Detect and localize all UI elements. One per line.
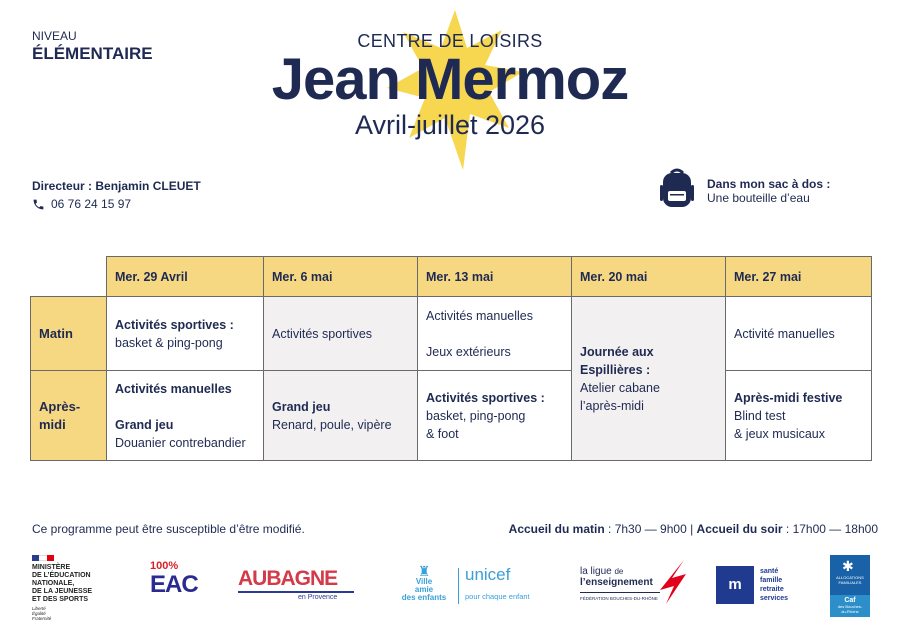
ligue-flag-icon [656, 560, 686, 604]
cell-title: Grand jeu [272, 399, 331, 414]
page-period: Avril-juillet 2026 [354, 110, 546, 140]
aubagne-logo [238, 568, 358, 604]
msa-mark-icon: m [716, 566, 754, 604]
corner-cell [31, 257, 107, 297]
bag-title: Dans mon sac à dos : [707, 177, 831, 191]
day-header: Mer. 20 mai [572, 257, 726, 297]
row-label-afternoon [31, 371, 107, 461]
caf-family-icon: ✱ [842, 558, 854, 574]
cell-detail: Atelier cabane [580, 380, 660, 395]
cell-detail: Jeux extérieurs [426, 344, 511, 359]
vae-line: amie [414, 585, 434, 594]
motto-line: Égalité [32, 611, 46, 616]
level-label: NIVEAU [32, 29, 77, 43]
cell-title: Après-midi festive [734, 390, 843, 405]
vae-line: Ville [415, 577, 433, 586]
morning-hours: : 7h30 — 9h00 | [604, 522, 697, 536]
aubagne-sub: en Provence [298, 594, 338, 601]
msa-line: services [760, 595, 789, 602]
morning-row [31, 297, 872, 371]
cell-d5-afternoon [726, 371, 872, 461]
unicef-sub: pour chaque enfant [465, 592, 530, 601]
opening-hours [509, 522, 878, 536]
afternoon-row [31, 371, 872, 461]
cell-d1-morning [107, 297, 264, 371]
msa-line: famille [760, 577, 783, 584]
caf-line: ALLOCATIONS [836, 575, 864, 580]
page-subtitle: CENTRE DE LOISIRS [357, 31, 543, 51]
cell-detail: basket & ping-pong [115, 335, 223, 350]
day-header: Mer. 6 mai [264, 257, 418, 297]
evening-label: Accueil du soir [696, 522, 783, 536]
ministry-line: DE L’ÉDUCATION [32, 572, 91, 579]
day-header: Mer. 27 mai [726, 257, 872, 297]
cell-detail: basket, ping-pong [426, 408, 526, 423]
bag-item: Une bouteille d’eau [707, 191, 810, 206]
cell-title: Activités sportives : [115, 317, 234, 332]
cell-detail: & foot [426, 426, 459, 441]
program-note: Ce programme peut être susceptible d’être modifié. [32, 522, 305, 536]
ministry-logo [32, 555, 112, 625]
director: Directeur : Benjamin CLEUET [32, 179, 201, 193]
cell-detail: Activités sportives [272, 326, 373, 341]
ministry-line: ET DES SPORTS [32, 596, 89, 603]
eac-bottom: EAC [150, 571, 198, 598]
cell-title: Grand jeu [115, 417, 174, 432]
caf-logo [830, 555, 870, 617]
cell-detail: Activités manuelles [426, 308, 533, 323]
cell-d3-morning [418, 297, 572, 371]
level-value: ÉLÉMENTAIRE [32, 44, 153, 63]
castle-icon: ♜ [417, 563, 431, 579]
header-row [31, 257, 872, 297]
evening-hours: : 17h00 — 18h00 [782, 522, 878, 536]
ligue-line: l’enseignement [580, 577, 653, 588]
cell-d2-afternoon [264, 371, 418, 461]
cell-detail: & jeux musicaux [734, 426, 826, 441]
phone-number: 06 76 24 15 97 [51, 197, 132, 211]
row-label-part: midi [39, 416, 66, 432]
motto-line: Liberté [32, 606, 46, 611]
cell-detail: Douanier contrebandier [115, 435, 246, 450]
cell-title: Journée aux [580, 344, 654, 359]
ministry-line: NATIONALE, [32, 580, 75, 587]
page-title: Jean Mermoz [271, 47, 629, 112]
unicef-name: unicef [465, 565, 511, 584]
ligue-sub: FÉDÉRATION BOUCHES-DU-RHÔNE [580, 596, 658, 601]
morning-label: Accueil du matin [508, 522, 605, 536]
cell-title: Activités sportives : [426, 390, 545, 405]
phone-row [32, 197, 131, 211]
motto-line: Fraternité [32, 616, 52, 621]
cell-d2-morning [264, 297, 418, 371]
cell-title: Espillières : [580, 362, 651, 377]
cell-d5-morning [726, 297, 872, 371]
msa-line: retraite [760, 586, 784, 593]
caf-name: Caf [844, 597, 856, 604]
ligue-line: la ligue [580, 566, 612, 577]
phone-icon [32, 198, 45, 211]
bag-info [707, 177, 830, 206]
row-label-morning: Matin [31, 297, 107, 371]
eac-logo [150, 560, 198, 605]
ministry-line: MINISTÈRE [32, 564, 71, 571]
cell-detail: Blind test [734, 408, 786, 423]
cell-d4-fullday [572, 297, 726, 461]
ligue-logo [580, 560, 686, 612]
cell-d3-afternoon [418, 371, 572, 461]
schedule-table [30, 256, 872, 461]
caf-line: FAMILIALES [838, 580, 862, 585]
cell-detail: l’après-midi [580, 398, 644, 413]
msa-line: santé [760, 568, 779, 575]
cell-detail: Activité manuelles [734, 326, 835, 341]
cell-title: Activités manuelles [115, 381, 232, 396]
vae-line: des enfants [401, 593, 447, 602]
aubagne-name: AUBAGNE [238, 567, 338, 590]
unicef-logo [395, 560, 540, 610]
eac-top: 100% [150, 560, 179, 572]
caf-line: du-Rhône [841, 609, 859, 614]
ligue-de: de [614, 567, 624, 576]
cell-detail: Renard, poule, vipère [272, 417, 392, 432]
cell-d1-afternoon [107, 371, 264, 461]
ministry-line: DE LA JEUNESSE [32, 588, 93, 595]
backpack-icon [660, 167, 694, 209]
day-header: Mer. 29 Avril [107, 257, 264, 297]
msa-logo [716, 566, 804, 606]
row-label-part: Après- [39, 398, 81, 414]
caf-line: des Bouches- [837, 604, 863, 609]
day-header: Mer. 13 mai [418, 257, 572, 297]
flag-icon [32, 555, 54, 561]
